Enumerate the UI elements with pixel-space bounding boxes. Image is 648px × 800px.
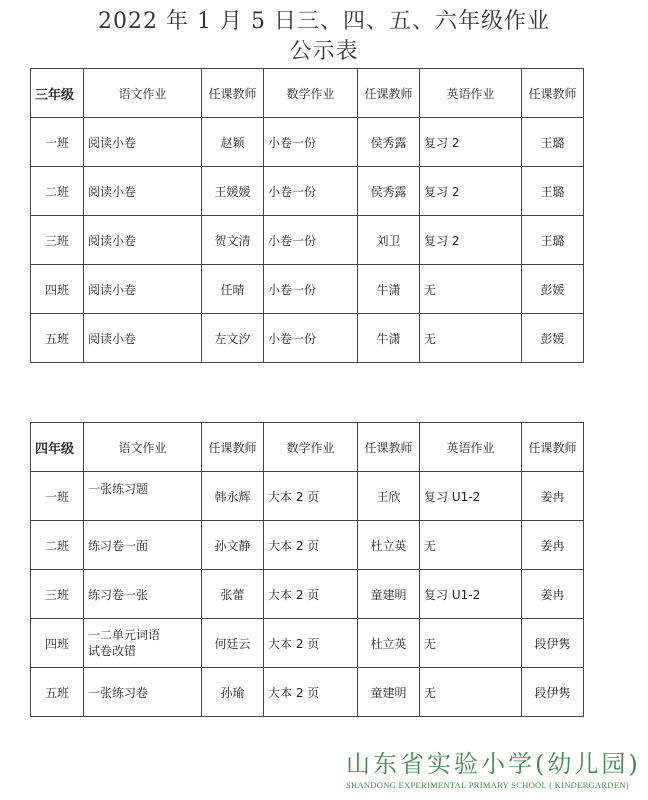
chinese-homework: 阅读小卷 [84, 216, 202, 265]
english-homework: 无 [420, 265, 522, 314]
math-teacher: 牛潇 [358, 265, 420, 314]
table-row [31, 314, 584, 363]
grade-label: 四年级 [31, 423, 84, 472]
chinese-homework: 阅读小卷 [84, 118, 202, 167]
chinese-teacher: 左文汐 [202, 314, 264, 363]
table-row [31, 216, 584, 265]
table-row [31, 570, 584, 619]
english-teacher: 姜冉 [522, 570, 584, 619]
english-homework: 无 [420, 521, 522, 570]
class-name: 二班 [31, 521, 84, 570]
chinese-teacher: 何廷云 [202, 619, 264, 668]
math-homework: 大本 2 页 [264, 521, 358, 570]
page-subtitle: 公示表 [289, 39, 359, 64]
math-teacher: 王欣 [358, 472, 420, 521]
english-teacher: 王璐 [522, 118, 584, 167]
table-row [31, 472, 584, 521]
class-name: 三班 [31, 216, 84, 265]
math-teacher: 童建明 [358, 570, 420, 619]
header-english-homework: 英语作业 [420, 69, 522, 118]
chinese-teacher: 贺文清 [202, 216, 264, 265]
class-name: 三班 [31, 570, 84, 619]
math-homework: 大本 2 页 [264, 472, 358, 521]
table-row [31, 265, 584, 314]
english-teacher: 姜冉 [522, 472, 584, 521]
math-homework: 大本 2 页 [264, 619, 358, 668]
table-row [31, 668, 584, 717]
header-math-homework: 数学作业 [264, 423, 358, 472]
chinese-homework: 阅读小卷 [84, 265, 202, 314]
english-homework: 复习 2 [420, 216, 522, 265]
table-header-row [31, 423, 584, 472]
english-teacher: 段伊隽 [522, 668, 584, 717]
chinese-homework: 一二单元词语 试卷改错 [84, 619, 202, 668]
header-teacher: 任课教师 [358, 423, 420, 472]
math-teacher: 杜立英 [358, 521, 420, 570]
chinese-homework: 练习卷一张 [84, 570, 202, 619]
class-name: 四班 [31, 265, 84, 314]
page-title: 2022 年 1 月 5 日三、四、五、六年级作业 [98, 9, 550, 34]
school-name-cn: 山东省实验小学(幼儿园) [346, 750, 641, 778]
chinese-homework: 一张练习卷 [84, 668, 202, 717]
english-teacher: 王璐 [522, 167, 584, 216]
chinese-teacher: 王媛媛 [202, 167, 264, 216]
chinese-homework: 阅读小卷 [84, 314, 202, 363]
english-homework: 复习 U1-2 [420, 570, 522, 619]
table-row [31, 167, 584, 216]
english-teacher: 彭媛 [522, 265, 584, 314]
school-name-en: SHANDONG EXPERIMENTAL PRIMARY SCHOOL ( KINDERGARDEN) [346, 780, 629, 790]
table-row [31, 521, 584, 570]
math-homework: 小卷一份 [264, 314, 358, 363]
math-teacher: 童建明 [358, 668, 420, 717]
chinese-teacher: 韩永辉 [202, 472, 264, 521]
header-teacher: 任课教师 [358, 69, 420, 118]
chinese-homework: 阅读小卷 [84, 167, 202, 216]
math-homework: 小卷一份 [264, 216, 358, 265]
class-name: 一班 [31, 472, 84, 521]
english-homework: 复习 U1-2 [420, 472, 522, 521]
math-homework: 大本 2 页 [264, 570, 358, 619]
chinese-teacher: 孙瑜 [202, 668, 264, 717]
math-homework: 小卷一份 [264, 118, 358, 167]
english-teacher: 段伊隽 [522, 619, 584, 668]
chinese-teacher: 赵颖 [202, 118, 264, 167]
math-teacher: 刘卫 [358, 216, 420, 265]
class-name: 一班 [31, 118, 84, 167]
header-teacher: 任课教师 [522, 423, 584, 472]
chinese-teacher: 张蕾 [202, 570, 264, 619]
chinese-teacher: 任晴 [202, 265, 264, 314]
math-homework: 大本 2 页 [264, 668, 358, 717]
table-row [31, 619, 584, 668]
grade3-table [30, 68, 584, 363]
english-homework: 复习 2 [420, 167, 522, 216]
math-teacher: 杜立英 [358, 619, 420, 668]
class-name: 五班 [31, 314, 84, 363]
table-row [31, 118, 584, 167]
grade4-table [30, 422, 584, 717]
english-homework: 无 [420, 314, 522, 363]
english-teacher: 王璐 [522, 216, 584, 265]
english-teacher: 彭媛 [522, 314, 584, 363]
class-name: 四班 [31, 619, 84, 668]
math-teacher: 侯秀露 [358, 167, 420, 216]
english-homework: 复习 2 [420, 118, 522, 167]
class-name: 二班 [31, 167, 84, 216]
english-homework: 无 [420, 619, 522, 668]
header-chinese-homework: 语文作业 [84, 423, 202, 472]
grade-label: 三年级 [31, 69, 84, 118]
math-teacher: 侯秀露 [358, 118, 420, 167]
school-logo [346, 750, 642, 790]
table-header-row [31, 69, 584, 118]
chinese-homework: 一张练习题 [84, 472, 202, 521]
class-name: 五班 [31, 668, 84, 717]
english-homework: 无 [420, 668, 522, 717]
english-teacher: 姜冉 [522, 521, 584, 570]
header-chinese-homework: 语文作业 [84, 69, 202, 118]
math-homework: 小卷一份 [264, 265, 358, 314]
header-math-homework: 数学作业 [264, 69, 358, 118]
header-teacher: 任课教师 [522, 69, 584, 118]
header-teacher: 任课教师 [202, 423, 264, 472]
math-teacher: 牛潇 [358, 314, 420, 363]
chinese-homework: 练习卷一面 [84, 521, 202, 570]
header-english-homework: 英语作业 [420, 423, 522, 472]
header-teacher: 任课教师 [202, 69, 264, 118]
chinese-teacher: 孙文静 [202, 521, 264, 570]
math-homework: 小卷一份 [264, 167, 358, 216]
